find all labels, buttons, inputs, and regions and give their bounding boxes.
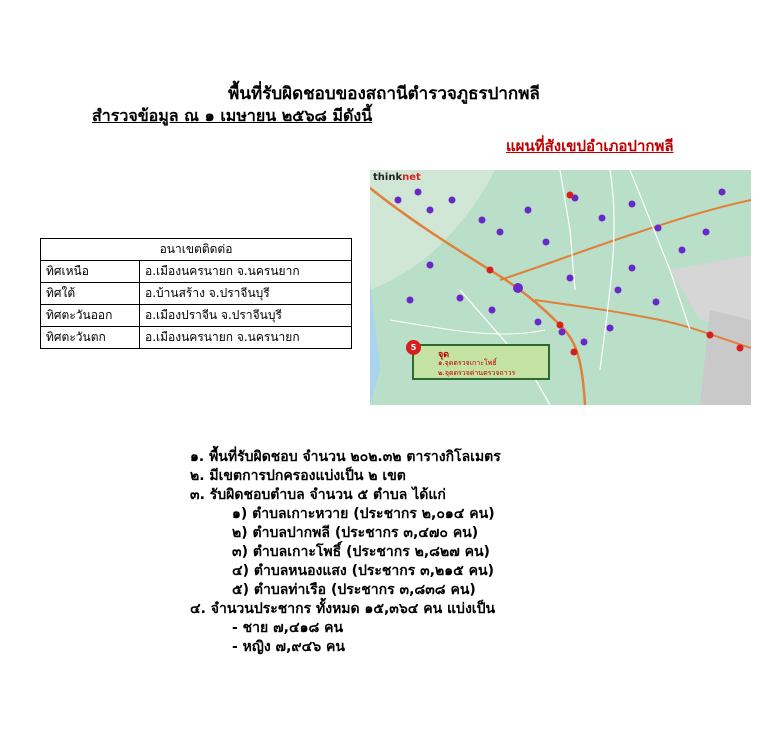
map-provider-logo [373, 172, 421, 183]
border-row-east [41, 305, 352, 327]
border-area: อ.เมืองปราจีน จ.ปราจีนบุรี [140, 305, 352, 327]
route-marker [707, 332, 714, 339]
subdistrict-item: ๕) ตำบลท่าเรือ (ประชากร ๓,๘๓๘ คน) [232, 582, 476, 598]
poi-marker [719, 189, 726, 196]
border-direction: ทิศตะวันออก [41, 305, 140, 327]
poi-marker [497, 229, 504, 236]
map-logo-text: think [373, 172, 403, 183]
fact-admin-zones: ๒. มีเขตการปกครองแบ่งเป็น ๒ เขต [190, 468, 406, 484]
border-area: อ.เมืองนครนายก จ.นครนายก [140, 327, 352, 349]
poi-marker [679, 247, 686, 254]
poi-marker [479, 217, 486, 224]
poi-marker [489, 307, 496, 314]
poi-marker [407, 297, 414, 304]
subdistrict-item: ๑) ตำบลเกาะหวาย (ประชากร ๒,๐๑๔ คน) [232, 506, 495, 522]
poi-marker [559, 329, 566, 336]
border-direction: ทิศเหนือ [41, 261, 140, 283]
map-logo-accent: net [402, 172, 421, 183]
fact-subdistrict-count: ๓. รับผิดชอบตำบล จำนวน ๕ ตำบล ได้แก่ [190, 487, 446, 503]
legend-item: ๑.จุดตรวจเกาะโพธิ์ [438, 359, 497, 367]
legend-heading: จุด [438, 350, 450, 360]
border-table-header: อนาเขตติดต่อ [41, 239, 352, 261]
poi-marker [543, 239, 550, 246]
poi-marker [581, 339, 588, 346]
poi-marker [629, 201, 636, 208]
subdistrict-item: ๔) ตำบลหนองแสง (ประชากร ๓,๒๑๕ คน) [232, 563, 494, 579]
subdistrict-item: ๒) ตำบลปากพลี (ประชากร ๓,๔๗๐ คน) [232, 525, 479, 541]
route-marker [487, 267, 494, 274]
route-marker [571, 349, 578, 356]
poi-marker [513, 283, 523, 293]
poi-marker [427, 207, 434, 214]
legend-item: ๒.จุดตรวจด่านตรวจถาวร [438, 369, 516, 377]
route-marker [557, 322, 564, 329]
poi-marker [703, 229, 710, 236]
poi-marker [615, 287, 622, 294]
poi-marker [449, 197, 456, 204]
border-row-west [41, 327, 352, 349]
border-table [40, 238, 352, 349]
poi-marker [395, 197, 402, 204]
legend-badge: 5 [406, 340, 421, 355]
poi-marker [415, 189, 422, 196]
poi-marker [629, 265, 636, 272]
poi-marker [599, 215, 606, 222]
border-direction: ทิศตะวันตก [41, 327, 140, 349]
document-title: พื้นที่รับผิดชอบของสถานีตำรวจภูธรปากพลี [228, 84, 540, 104]
survey-date-subtitle: สำรวจข้อมูล ณ ๑ เมษายน ๒๕๖๘ มีดังนี้ [92, 106, 373, 125]
poi-marker [567, 275, 574, 282]
poi-marker [427, 262, 434, 269]
border-row-south [41, 283, 352, 305]
population-female: - หญิง ๗,๙๔๖ คน [232, 639, 345, 655]
border-area: อ.บ้านสร้าง จ.ปราจีนบุรี [140, 283, 352, 305]
poi-marker [653, 299, 660, 306]
poi-marker [525, 207, 532, 214]
fact-population-total: ๔. จำนวนประชากร ทั้งหมด ๑๕,๓๖๔ คน แบ่งเป็น [190, 601, 496, 617]
border-area: อ.เมืองนครนายก จ.นครนยาก [140, 261, 352, 283]
poi-marker [655, 225, 662, 232]
district-map [370, 170, 751, 405]
population-male: - ชาย ๗,๔๑๘ คน [232, 620, 344, 636]
map-legend [412, 344, 550, 380]
route-marker [567, 192, 574, 199]
fact-area: ๑. พื้นที่รับผิดชอบ จำนวน ๒๐๒.๓๒ ตารางกิโลเมตร [190, 449, 501, 465]
poi-marker [607, 325, 614, 332]
route-marker [737, 345, 744, 352]
poi-marker [535, 319, 542, 326]
map-title: แผนที่สังเขปอำเภอปากพลี [506, 137, 674, 155]
subdistrict-item: ๓) ตำบลเกาะโพธิ์ (ประชากร ๒,๘๒๗ คน) [232, 544, 490, 560]
border-table-header-row [41, 239, 352, 261]
border-direction: ทิศใต้ [41, 283, 140, 305]
border-row-north [41, 261, 352, 283]
poi-marker [457, 295, 464, 302]
